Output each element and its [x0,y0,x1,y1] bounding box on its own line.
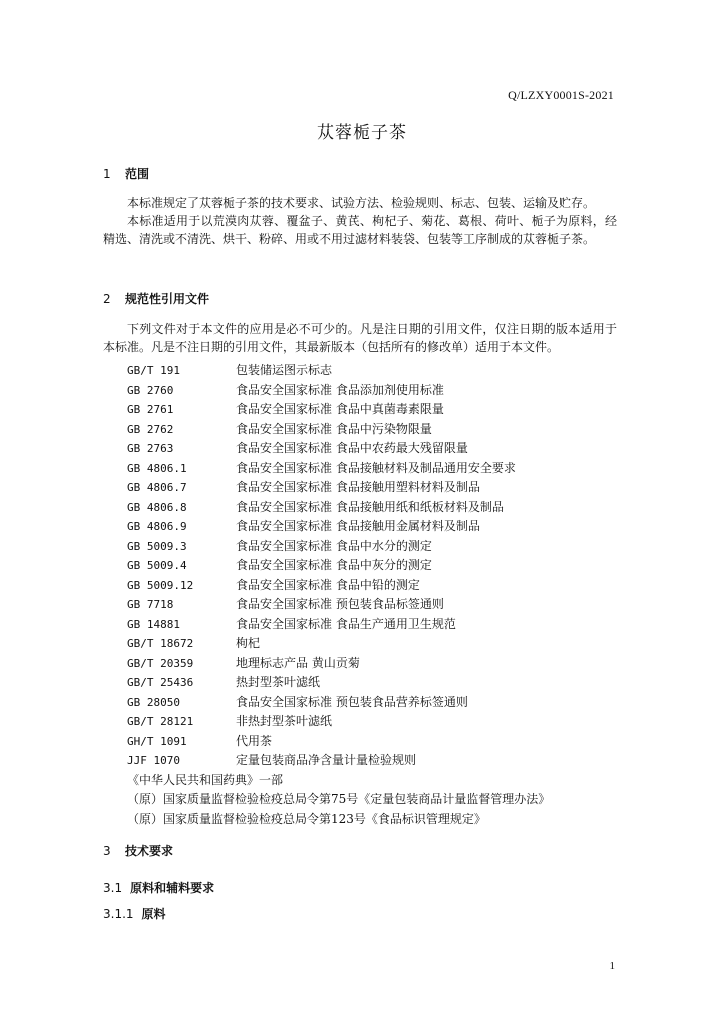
reference-code: GB 2763 [127,442,174,455]
section-number: 3.1 [103,881,123,895]
reference-name: 食品安全国家标准 食品中水分的测定 [236,538,432,553]
reference-name: 食品安全国家标准 食品中污染物限量 [236,421,432,436]
reference-name: 食品安全国家标准 食品接触用金属材料及制品 [236,519,480,533]
reference-name: 包装储运图示标志 [236,363,333,377]
section-number: 3.1.1 [103,907,134,921]
reference-name: 非热封型茶叶滤纸 [236,714,333,728]
reference-item [127,439,550,459]
subsection-heading-raw-materials [103,905,166,922]
reference-item [127,400,550,420]
reference-item [127,654,550,674]
reference-item [127,478,550,498]
reference-code: GB 4806.9 [127,520,187,533]
reference-name: （原）国家质量监督检验检疫总局令第123号《食品标识管理规定》 [127,811,486,826]
reference-item [127,615,550,635]
reference-item [127,771,550,791]
reference-list [127,361,550,829]
reference-code: GB 14881 [127,617,180,631]
section-number: 3 [103,844,111,858]
reference-item [127,712,550,732]
reference-code: GB 28050 [127,695,180,709]
reference-name: 食品安全国家标准 食品接触用塑料材料及制品 [236,480,480,494]
reference-code: GB 5009.3 [127,539,187,553]
reference-name: 代用茶 [236,733,273,748]
reference-name: 食品安全国家标准 食品添加剂使用标准 [236,382,444,397]
reference-item [127,751,550,771]
reference-code: JJF 1070 [127,754,180,767]
reference-item [127,576,550,596]
reference-code: GB/T 191 [127,364,180,377]
section-title: 范围 [125,167,150,181]
document-title: 苁蓉栀子茶 [317,123,407,143]
reference-item [127,498,550,518]
reference-item [127,595,550,615]
reference-item [127,556,550,576]
reference-code: GB 5009.12 [127,578,194,592]
reference-item [127,810,550,830]
reference-code: GB/T 18672 [127,637,194,650]
reference-code: GB 4806.7 [127,481,187,494]
section-heading-scope [103,165,149,182]
section-heading-normative-references [103,290,209,307]
reference-code: GB/T 28121 [127,715,194,728]
reference-name: 食品安全国家标准 食品接触用纸和纸板材料及制品 [236,499,504,514]
subsection-heading-materials [103,879,214,896]
reference-name: 食品安全国家标准 食品中真菌毒素限量 [236,402,444,416]
reference-name: 热封型茶叶滤纸 [236,675,321,689]
section-title: 原料和辅料要求 [130,881,215,895]
reference-item [127,693,550,713]
reference-code: GB 5009.4 [127,559,187,572]
section-title: 技术要求 [125,844,174,858]
paragraph: 本标准规定了苁蓉栀子茶的技术要求、试验方法、检验规则、标志、包装、运输及贮存。 [127,196,596,210]
reference-code: GB 4806.1 [127,461,187,475]
reference-code: GB/T 25436 [127,676,194,689]
reference-name: 食品安全国家标准 食品中铅的测定 [236,577,420,592]
reference-name: 定量包装商品净含量计量检验规则 [236,753,417,767]
section-number: 2 [103,292,111,306]
reference-code: GB 2762 [127,422,174,436]
section-title: 规范性引用文件 [125,292,210,306]
paragraph: 本标准适用于以荒漠肉苁蓉、覆盆子、黄芪、枸杞子、菊花、葛根、荷叶、栀子为原料，经精选、清洗或不清洗、烘干、粉碎、用或不用过滤材料装袋、包装等工序制成的苁蓉栀子茶。 [103,214,617,246]
reference-name: 枸杞 [236,636,261,650]
reference-code: GB 2760 [127,383,174,397]
reference-item [127,732,550,752]
reference-name: 食品安全国家标准 预包装食品营养标签通则 [236,694,468,709]
page-number: 1 [609,960,615,972]
reference-item [127,361,550,381]
reference-item [127,537,550,557]
reference-item [127,459,550,479]
document-code: Q/LZXY0001S-2021 [508,88,614,102]
reference-name: 食品安全国家标准 食品生产通用卫生规范 [236,616,456,631]
reference-name: 地理标志产品 黄山贡菊 [236,655,360,670]
reference-code: GB 2761 [127,403,174,416]
reference-name: 食品安全国家标准 食品中灰分的测定 [236,558,432,572]
reference-item [127,673,550,693]
reference-item [127,517,550,537]
section-title: 原料 [141,907,166,921]
reference-code: GB 4806.8 [127,500,187,514]
reference-item [127,381,550,401]
reference-name: （原）国家质量监督检验检疫总局令第75号《定量包装商品计量监督管理办法》 [127,792,551,806]
reference-name: 食品安全国家标准 预包装食品标签通则 [236,597,444,611]
reference-name: 食品安全国家标准 食品接触材料及制品通用安全要求 [236,460,516,475]
reference-item [127,634,550,654]
reference-code: GH/T 1091 [127,734,187,748]
reference-item [127,790,550,810]
reference-code: GB/T 20359 [127,656,194,670]
reference-name: 《中华人民共和国药典》一部 [127,772,284,787]
reference-code: GB 7718 [127,598,174,611]
reference-item [127,420,550,440]
section-number: 1 [103,167,111,181]
reference-name: 食品安全国家标准 食品中农药最大残留限量 [236,441,468,455]
paragraph: 下列文件对于本文件的应用是必不可少的。凡是注日期的引用文件，仅注日期的版本适用于本标准。凡是不注日期的引用文件，其最新版本（包括所有的修改单）适用于本文件。 [103,322,617,354]
section-heading-technical-requirements [103,842,173,859]
